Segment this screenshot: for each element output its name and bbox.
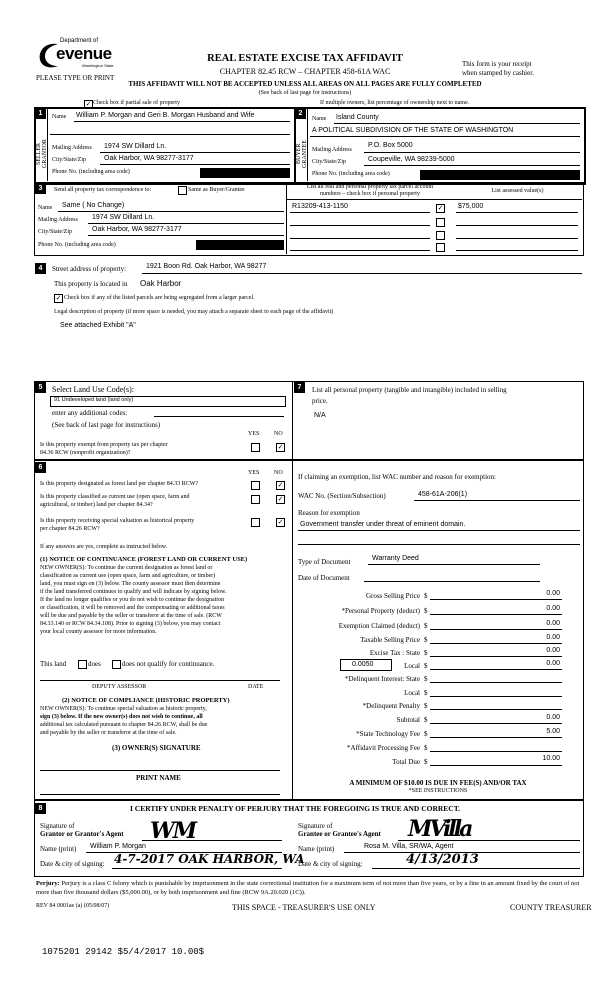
print-name-label: PRINT NAME [136,774,181,782]
sec3-phone-redacted [196,240,284,250]
certify-statement: I CERTIFY UNDER PENALTY OF PERJURY THAT THE FOREGOING IS TRUE AND CORRECT. [130,804,461,813]
partial-sale-checkbox[interactable]: ✓ [85,100,92,108]
exemption-dollar: $ [424,622,428,630]
affidavit-fee-label: *Affidavit Processing Fee [347,744,420,752]
grantee-date[interactable]: 4/13/2013 [406,852,479,867]
notice-continuance-line-8: 84.33.140 or RCW 84.34.108). Prior to signing (3) below, you may contact [40,621,221,627]
street-address[interactable]: 1921 Boon Rd. Oak Harbor, WA 98277 [146,263,267,270]
sec3-phone-label: Phone No. (including area code) [38,242,116,248]
form-see-back: (See back of last page for instructions) [258,90,352,96]
personal-property-label-2: price. [312,397,328,405]
gross-selling-price[interactable]: 0.00 [546,590,560,597]
buyer-grantee-label: BUYER GRANTEE [296,140,308,168]
land-does-checkbox[interactable] [78,660,87,669]
document-date-label: Date of Document [298,574,350,582]
personal-deduct-label: *Personal Property (deduct) [341,607,420,615]
historic-yes-checkbox[interactable] [251,518,260,527]
exemption-label: If claiming an exemption, list WAC number and reason for exemption: [298,473,496,481]
grantor-date[interactable]: 4-7-2017 OAK HARBOR, WA [114,852,305,866]
grantee-signature-label-1: Signature of [298,822,333,830]
land-use-code: 91 Undeveloped land (land only) [54,397,134,403]
does-label: does [88,660,101,668]
grantee-name[interactable]: Rosa M. Villa, SR/WA, Agent [364,843,454,850]
section-1-number: 1 [35,108,46,119]
located-in-label: This property is located in [54,280,128,288]
excise-local-label: Local [404,662,420,670]
current-use-question-2: agricultural, or timber) land per chapter 84.34? [40,502,153,508]
exemption-reason[interactable]: Government transfer under threat of eminent domain. [300,521,466,528]
wac-label: WAC No. (Section/Subsection) [298,492,386,500]
seller-mailing[interactable]: 1974 SW Dillard Ln. [104,143,167,150]
exempt-question-1: Is this property exempt from property tax per chapter [40,442,168,448]
exemption-claimed-label: Exemption Claimed (deduct) [338,622,420,630]
sec3-city-label: City/State/Zip [38,229,72,235]
same-as-buyer-label: Same as Buyer/Grantee [188,187,245,193]
notice-continuance-line-6: or classification, it will be removed and the compensating or additional taxes [40,605,225,611]
please-type: PLEASE TYPE OR PRINT [36,74,115,82]
grantee-date-label: Date & city of signing: [298,860,363,868]
seller-phone-redacted [200,168,290,178]
seller-phone-label: Phone No. (including area code) [52,169,130,175]
receipt-note-1: This form is your receipt [462,60,532,68]
notice-compliance-line-4: and payable by the seller or transferor at the time of sale. [40,730,177,736]
logo-revenue: evenue [56,44,112,63]
buyer-city-label: City/State/Zip [312,159,346,165]
sec3-city[interactable]: Oak Harbor, WA 98277-3177 [92,226,182,233]
grantor-signature-image: WM [150,818,196,844]
section-2-number: 2 [295,108,306,119]
county-treasurer: COUNTY TREASURER [510,903,592,912]
current-use-yes-checkbox[interactable] [251,495,260,504]
personal-property-checkbox-4[interactable] [436,243,445,252]
if-yes-note: If any answers are yes, complete as instructed below. [40,544,168,550]
land-does-not-checkbox[interactable] [112,660,121,669]
section-5-number: 5 [35,382,46,393]
notice-continuance-line-7: will be due and payable by the seller or transferor at the time of sale. (RCW [40,613,222,619]
reason-label: Reason for exemption [298,509,360,517]
perjury-heading: Perjury: [36,880,60,887]
grantor-signature-label-1: Signature of [40,822,75,830]
notice-continuance-line-9: your local county assessor for more information. [40,629,157,635]
personal-property-label-1: List all personal property (tangible and intangible) included in selling [312,386,507,394]
delinquent-state-dollar: $ [424,675,428,683]
exempt-no-header: NO [274,431,283,437]
subtotal-label: Subtotal [396,716,420,724]
personal-property-checkbox-3[interactable] [436,231,445,240]
excise-local[interactable]: 0.00 [546,660,560,667]
forest-no-checkbox[interactable]: ✓ [277,481,284,489]
forest-question: Is this property designated as forest land per chapter 84.33 RCW? [40,481,199,487]
excise-state[interactable]: 0.00 [546,647,560,654]
deputy-assessor-label: DEPUTY ASSESSOR [92,684,147,690]
located-in[interactable]: Oak Harbor [140,279,182,288]
buyer-mailing[interactable]: P.O. Box 5000 [368,142,413,149]
gross-selling-price-label: Gross Selling Price [365,592,420,600]
notice-compliance-line-1: NEW OWNER(S): To continue special valuation as historic property, [40,706,207,712]
grantee-name-label: Name (print) [298,845,335,853]
legal-description-label: Legal description of property (if more space is needed, you may attach a separate sheet to each page of the affidavit) [54,309,334,315]
grantor-name-label: Name (print) [40,845,77,853]
form-title: REAL ESTATE EXCISE TAX AFFIDAVIT [207,53,403,64]
tech-fee[interactable]: 5.00 [546,728,560,735]
land-use-label: Select Land Use Code(s): [52,385,134,394]
same-as-buyer-checkbox[interactable] [178,186,187,195]
historic-question-1: Is this property receiving special valuation as historical property [40,518,195,524]
receipt-note-2: when stamped by cashier. [462,69,534,77]
forest-no-header: NO [274,470,283,476]
this-land-label: This land [40,660,67,668]
section-6-number: 6 [35,462,46,473]
buyer-name[interactable]: Island County [336,114,379,121]
legal-description[interactable]: See attached Exhibit "A" [60,322,136,329]
accounts-header-2: numbers – check box if personal property [320,191,420,197]
assessor-date-label: DATE [248,684,264,690]
land-use-see-back: (See back of last page for instructions) [52,421,161,429]
notice-continuance-line-1: NEW OWNER(S): To continue the current designation as forest land or [40,565,213,571]
minimum-due-note: A MINIMUM OF $10.00 IS DUE IN FEE(S) AND/OR TAX [349,779,527,787]
account-1[interactable]: R13209-413-1150 [292,203,348,210]
tech-fee-label: *State Technology Fee [356,730,420,738]
delinquent-penalty-label: *Delinquent Penalty [362,702,420,710]
grantee-signature-label-2: Grantee or Grantee's Agent [298,830,381,838]
buyer-mailing-label: Mailing Address [312,147,352,153]
historic-question-2: per chapter 84.26 RCW? [40,526,100,532]
notice-compliance-line-2: sign (3) below. If the new owner(s) does not wish to continue, all [40,714,203,720]
delinquent-local-dollar: $ [424,689,428,697]
total-due-label: Total Due [392,758,420,766]
exempt-question-2: 84.36 RCW (nonprofit organization)? [40,450,131,456]
subtotal-dollar: $ [424,716,428,724]
send-correspondence-label: Send all property tax correspondence to: [54,187,152,193]
notice-compliance-line-3: additional tax calculated pursuant to chapter 84.26 RCW, shall be due [40,722,208,728]
tech-fee-dollar: $ [424,730,428,738]
buyer-city[interactable]: Coupeville, WA 98239-5000 [368,156,455,163]
section-3-number: 3 [35,183,46,194]
logo-washington: Washington State [82,63,114,68]
personal-dollar: $ [424,607,428,615]
notice-continuance-title: (1) NOTICE OF CONTINUANCE (FOREST LAND OR CURRENT USE) [40,556,248,563]
sec3-mailing[interactable]: 1974 SW Dillard Ln. [92,214,155,221]
buyer-phone-redacted [420,170,580,180]
total-due[interactable]: 10.00 [542,755,560,762]
owner-signature-label: (3) OWNER(S) SIGNATURE [112,744,201,752]
historic-no-checkbox[interactable]: ✓ [277,518,284,526]
form-chapter: CHAPTER 82.45 RCW – CHAPTER 458-61A WAC [219,67,391,76]
affidavit-fee-dollar: $ [424,744,428,752]
forest-yes-header: YES [248,470,260,476]
grantor-signature-label-2: Grantor or Grantor's Agent [40,830,124,838]
forest-yes-checkbox[interactable] [251,481,260,490]
buyer-phone-label: Phone No. (including area code) [312,171,390,177]
does-not-label: does not qualify for continuance. [122,660,215,668]
see-instructions-note: *SEE INSTRUCTIONS [408,788,468,794]
assessed-header: List assessed value(s) [491,188,544,194]
personal-property-checkbox-2[interactable] [436,218,445,227]
grantor-date-label: Date & city of signing: [40,860,105,868]
segregated-label: Check box if any of the listed parcels are being segregated from a larger parcel. [64,295,255,301]
assessed-value-1[interactable]: $75,000 [458,203,484,210]
notice-continuance-line-2: classification as current use (open space, farm and agriculture, or timber) [40,573,216,579]
recording-stamp: 1075201 29142 $5/4/2017 10.00$ [42,947,205,957]
subtotal[interactable]: 0.00 [546,714,560,721]
seller-name-label: Name [52,114,67,120]
partial-sale-label: Check box if partial sale of property [93,100,180,106]
taxable-price[interactable]: 0.00 [546,634,560,641]
perjury-text: Perjury is a class C felony which is punishable by imprisonment in the state correctional institution for a maximum term of not more than five years, or by a fine in an amount fixed by the court of not more than five thousand dollars ($5,000.00), or by both imprisonment and fine (RCW 9A.20.020 (1C)). [36,880,580,896]
grantor-name[interactable]: William P. Morgan [90,843,146,850]
perjury-notice [36,879,582,897]
excise-local-dollar: $ [424,662,428,670]
notice-continuance-line-4: if the land transferred continues to qualify and will indicate by signing below. [40,589,227,595]
notice-continuance-line-3: land, you must sign on (3) below. The county assessor must then determine [40,581,221,587]
total-dollar: $ [424,758,428,766]
sec3-name[interactable]: Same ( No Change) [62,202,125,209]
taxable-price-label: Taxable Selling Price [360,636,420,644]
document-type[interactable]: Warranty Deed [372,555,419,562]
sec3-mailing-label: Mailing Address [38,217,78,223]
segregated-checkbox[interactable]: ✓ [55,294,62,302]
seller-city-label: City/State/Zip [52,157,86,163]
section-7-number: 7 [294,382,305,393]
multiple-owners-label: If multiple owners, list percentage of ownership next to name. [320,100,470,106]
gross-dollar: $ [424,592,428,600]
street-address-label: Street address of property: [52,265,127,273]
delinquent-interest-state-label: *Delinquent Interest: State [344,675,420,683]
notice-continuance-line-5: If the land no longer qualifies or you do not wish to continue the designation [40,597,224,603]
section-4-number: 4 [35,263,46,274]
personal-deduct[interactable]: 0.00 [546,605,560,612]
delinquent-penalty-dollar: $ [424,702,428,710]
sec3-name-label: Name [38,205,53,211]
excise-state-dollar: $ [424,649,428,657]
grantee-signature-image: MVilla [408,816,471,842]
revenue-logo [36,38,126,72]
personal-property-checkbox-1[interactable]: ✓ [437,204,444,212]
treasurer-use-only: THIS SPACE - TREASURER'S USE ONLY [232,903,376,912]
exempt-yes-checkbox[interactable] [251,443,260,452]
personal-property-value[interactable]: N/A [314,412,326,419]
wac-number[interactable]: 458-61A-206(1) [418,491,468,498]
logo-department: Department of [60,38,99,44]
seller-name[interactable]: William P. Morgan and Geri B. Morgan Husband and Wife [76,112,255,119]
buyer-name-label: Name [312,116,327,122]
section-8-number: 8 [35,803,46,814]
document-type-label: Type of Document [298,558,351,566]
current-use-question-1: Is this property classified as current use (open space, farm and [40,494,190,500]
seller-city[interactable]: Oak Harbor, WA 98277-3177 [104,155,194,162]
seller-grantor-label: SELLER GRANTOR [36,139,48,169]
local-rate: 0.0050 [352,661,374,668]
current-use-no-checkbox[interactable]: ✓ [277,495,284,503]
additional-codes-label: enter any additional codes: [52,409,128,417]
form-warning: THIS AFFIDAVIT WILL NOT BE ACCEPTED UNLESS ALL AREAS ON ALL PAGES ARE FULLY COMPLETED [128,80,482,88]
form-number: REV 84 0001ae (a) (05/08/07) [36,903,110,909]
exemption-claimed[interactable]: 0.00 [546,620,560,627]
notice-compliance-title: (2) NOTICE OF COMPLIANCE (HISTORIC PROPERTY) [62,697,230,704]
delinquent-local-label: Local [404,689,420,697]
exempt-no-checkbox[interactable]: ✓ [277,443,284,451]
buyer-name-2[interactable]: A POLITICAL SUBDIVISION OF THE STATE OF WASHINGTON [312,127,514,134]
exempt-yes-header: YES [248,431,260,437]
seller-mailing-label: Mailing Address [52,145,92,151]
accounts-header-1: List all real and personal property tax parcel account [306,184,434,190]
taxable-dollar: $ [424,636,428,644]
excise-state-label: Excise Tax : State [369,649,420,657]
